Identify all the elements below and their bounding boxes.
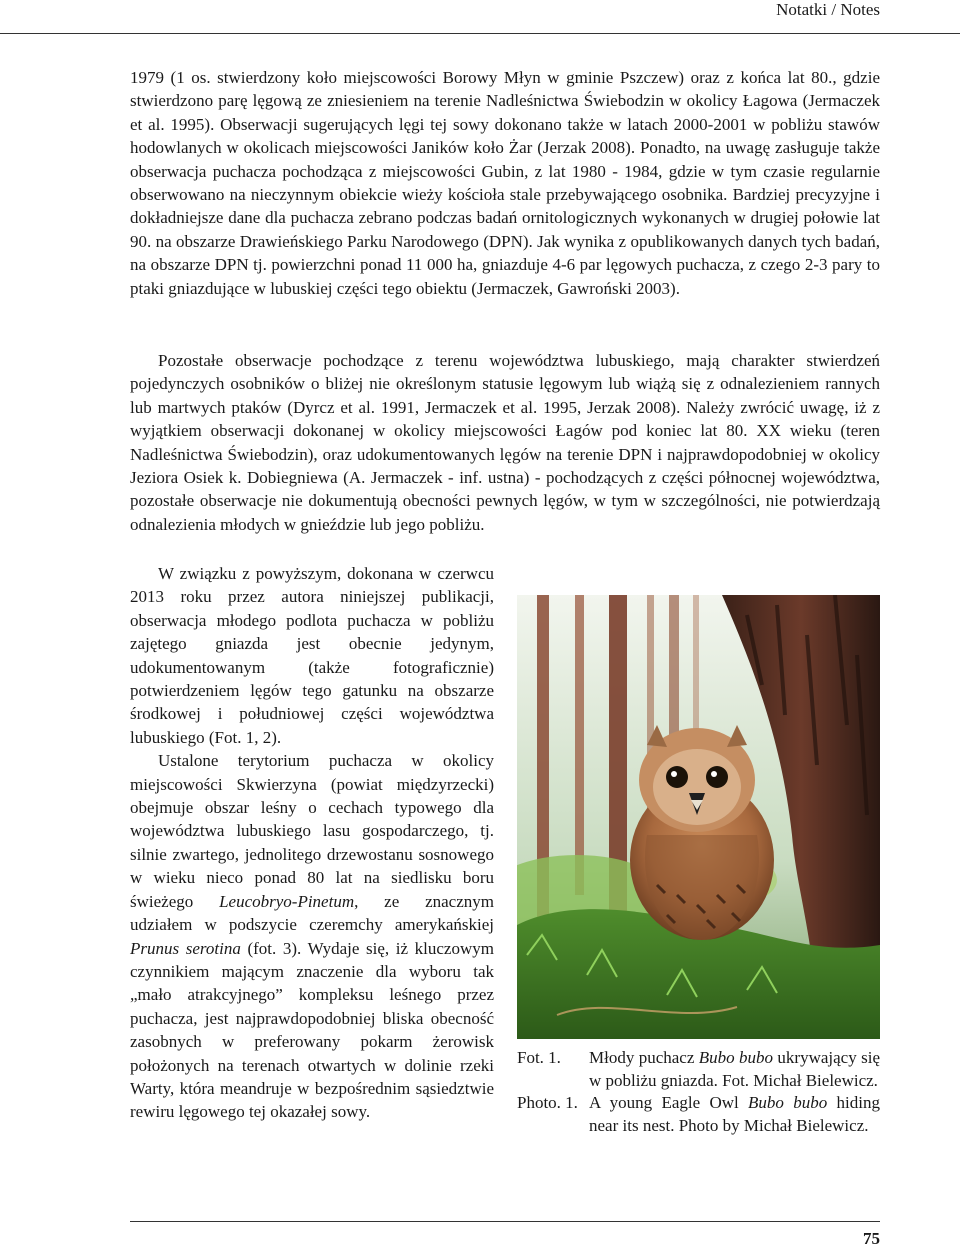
paragraph-4-part-1: Ustalone terytorium puchacza w okolicy miejscowości Skwierzyna (powiat międzyrzecki) obejmuje obszar leśny o cechach typowego dla województwa lubuskiego lasu gospodarczego, tj. silnie zwartego, jednolitego drzewostanu sosnowego w wieku nieco ponad 80 lat na siedlisku boru świeżego bbox=[130, 751, 494, 911]
paragraph-4-text bbox=[130, 749, 494, 1124]
species-name-leucobryo: Leucobryo-Pinetum bbox=[219, 891, 355, 911]
caption-en-species: Bubo bubo bbox=[748, 1093, 828, 1113]
caption-english bbox=[517, 1092, 880, 1137]
owl-photo-illustration bbox=[517, 595, 880, 1039]
species-name-prunus: Prunus serotina bbox=[130, 938, 241, 958]
caption-text-en bbox=[589, 1092, 880, 1137]
left-column bbox=[130, 562, 494, 1124]
paragraph-4-part-3: (fot. 3). Wydaje się, iż kluczowym czynnikiem mającym znaczenie dla wyboru tak „mało atrakcyjnego” kompleksu leśnego przez puchacza, jest najprawdopodobniej bliska obecność zasobnych w preferowany pokarm żerowisk położonych na terenach otwartych w dolinie rzeki Warty, która meandruje w bezpośrednim sąsiedztwie rewiru lęgowego tej okazałej sowy. bbox=[130, 938, 494, 1122]
paragraph-1 bbox=[130, 66, 880, 300]
footer-rule bbox=[130, 1221, 880, 1222]
caption-pl-part-1: Młody puchacz bbox=[589, 1048, 699, 1067]
caption-label-pl: Fot. 1. bbox=[517, 1048, 561, 1067]
caption-label-en: Photo. 1. bbox=[517, 1093, 578, 1113]
caption-text-pl bbox=[589, 1047, 880, 1092]
caption-en-part-2: hiding near its nest. Photo by Michał Bielewicz. bbox=[589, 1093, 881, 1135]
caption-pl-species: Bubo bubo bbox=[698, 1048, 774, 1067]
owl-photo bbox=[517, 595, 880, 1039]
paragraph-4-part-2: , ze znacznym udziałem w podszycie czeremchy amerykańskiej bbox=[130, 891, 494, 935]
caption-polish bbox=[517, 1047, 880, 1092]
paragraph-1-text: 1979 (1 os. stwierdzony koło miejscowości Borowy Młyn w gminie Pszczew) oraz z końca lat 80., gdzie stwierdzono parę lęgową ze zniesieniem na terenie Nadleśnictwa Świebodzin w okolicy Łagowa (Jermaczek et al. 1995). Obserwacji sugerujących lęgi tej sowy dokonano także w latach 2000-2001 w pobliżu stawów hodowlanych w okolicach miejscowości Janików koło Żar (Jerzak 2008). Ponadto, na uwagę zasługuje także obserwacja puchacza pochodząca z miejscowości Gubin, z lat 1980 - 1984, gdzie w tym czasie regularnie obserwowano na nieczynnym obiekcie wieży kościoła stale przebywającego osobnika. Bardziej precyzyjne i dokładniejsze dane dla puchacza zebrano podczas badań ornitologicznych wykonanych w drugiej połowie lat 90. na obszarze Drawieńskiego Parku Narodowego (DPN). Jak wynika z opublikowanych danych tych badań, na obszarze DPN tj. powierzchni ponad 11 000 ha, gniazduje 4-6 par lęgowych puchacza, z czego 2-3 pary to ptaki gniazdujące w lubuskiej części tego obiektu (Jermaczek, Gawroński 2003). bbox=[130, 68, 880, 298]
running-header: Notatki / Notes bbox=[776, 0, 880, 19]
figure-caption bbox=[517, 1047, 880, 1137]
paragraph-3-text: W związku z powyższym, dokonana w czerwcu 2013 roku przez autora niniejszej publikacji, obserwacja młodego podlota puchacza w pobliżu zajętego gniazda jest obecnie jedynym, udokumentowanym (także fotograficznie) potwierdzeniem lęgów tego gatunku na obszarze środkowej i południowej części województwa lubuskiego (Fot. 1, 2). bbox=[130, 564, 494, 747]
header-rule bbox=[0, 33, 960, 34]
paragraph-2-text: Pozostałe obserwacje pochodzące z terenu województwa lubuskiego, mają charakter stwierdzeń pojedynczych osobników o bliżej nie określonym statusie lęgowym lub wiążą się z odnalezieniem rannych lub martwych ptaków (Dyrcz et al. 1991, Jermaczek et al. 1995, Jerzak 2008). Należy zwrócić uwagę, iż z wyjątkiem obserwacji dokonanej w okolicy miejscowości Łagów pod koniec lat 80. XX wieku (teren Nadleśnictwa Świebodzin), oraz udokumentowanych lęgów na terenie DPN i najprawdopodobniej w okolicy Jeziora Osiek k. Dobiegniewa (A. Jermaczek - inf. ustna) - pochodzących z części północnej województwa, pozostałe obserwacje nie dokumentują obecności pewnych lęgów, w tym w szczególności, nie potwierdzają odnalezienia młodych w gnieździe lub jego pobliżu. bbox=[130, 351, 880, 534]
caption-en-part-1: A young Eagle Owl bbox=[589, 1093, 749, 1113]
paragraph-2 bbox=[130, 349, 880, 536]
page-number: 75 bbox=[863, 1229, 880, 1248]
caption-pl-part-2: ukrywający się w pobliżu gniazda. Fot. Michał Bielewicz. bbox=[589, 1048, 880, 1090]
